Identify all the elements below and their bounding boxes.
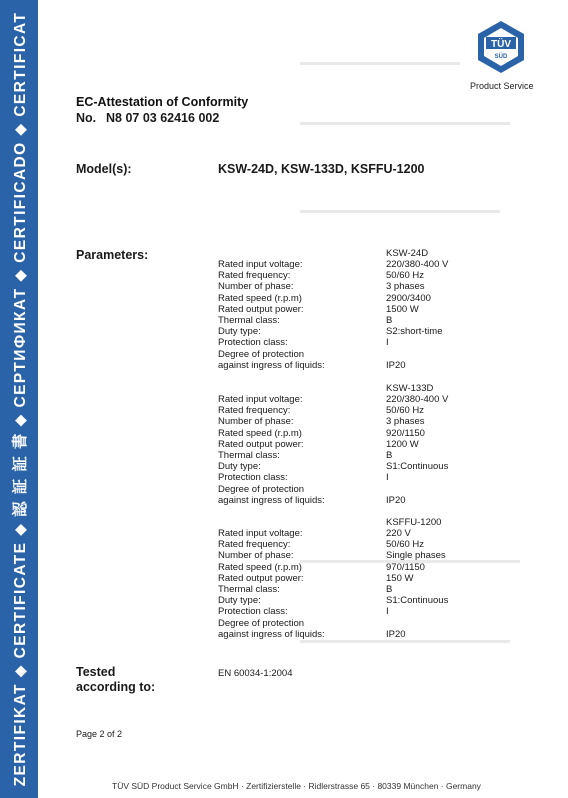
parameter-row <box>218 606 518 617</box>
parameter-row <box>218 573 518 584</box>
watermark-line <box>300 62 460 65</box>
parameter-row <box>218 394 518 405</box>
parameter-name: Degree of protection <box>218 483 305 495</box>
parameter-value: 50/60 Hz <box>386 405 425 417</box>
models-label: Model(s): <box>76 162 132 176</box>
parameter-name: Rated speed (r.p.m) <box>218 427 302 439</box>
parameter-value: S1:Continuous <box>386 461 449 473</box>
logo-subtext: SÜD <box>494 54 508 60</box>
parameter-row <box>218 293 518 304</box>
parameter-row <box>218 270 518 281</box>
parameter-value: I <box>386 606 389 618</box>
parameter-value: B <box>386 584 393 595</box>
parameter-value: S2:short-time <box>386 326 443 338</box>
watermark-line <box>300 210 500 213</box>
parameter-row <box>218 618 518 629</box>
parameter-group-model: KSFFU-1200 <box>386 517 442 528</box>
document-title: EC-Attestation of Conformity <box>76 95 249 109</box>
parameter-row <box>218 562 518 573</box>
parameter-value: IP20 <box>386 494 406 506</box>
parameter-row <box>218 595 518 606</box>
parameter-name: Rated output power: <box>218 303 304 315</box>
product-service-label: Product Service <box>470 81 534 91</box>
parameter-name: Number of phase: <box>218 416 294 428</box>
parameter-row <box>218 326 518 337</box>
parameter-row <box>218 349 518 360</box>
parameter-name: Rated input voltage: <box>218 528 303 539</box>
watermark-line <box>300 640 510 643</box>
parameter-name: Protection class: <box>218 337 288 349</box>
watermark-line <box>300 122 510 125</box>
parameter-row <box>218 405 518 416</box>
parameter-value: 50/60 Hz <box>386 270 425 282</box>
side-banner-text: ZERTIFIKAT ◆ CERTIFICATE ◆ 認 証 証 書 ◆ СЕРТИФИКАТ ◆ CERTIFICADO ◆ CERTIFICAT <box>12 11 29 787</box>
parameter-name: Rated frequency: <box>218 405 291 417</box>
parameter-value: 1500 W <box>386 303 419 315</box>
parameter-row <box>218 539 518 550</box>
parameter-value: 920/1150 <box>386 427 425 439</box>
parameter-row <box>218 360 518 371</box>
parameter-value: IP20 <box>386 359 406 371</box>
parameter-name: Rated speed (r.p.m) <box>218 292 302 304</box>
parameter-name: Thermal class: <box>218 450 280 461</box>
footer-address: TÜV SÜD Product Service GmbH · Zertifizierstelle · Ridlerstrasse 65 · 80339 München · Germany <box>112 781 481 791</box>
parameter-name: Duty type: <box>218 461 261 473</box>
parameter-value: 1200 W <box>386 438 419 450</box>
parameter-name: Rated speed (r.p.m) <box>218 561 302 573</box>
parameter-name: Rated frequency: <box>218 270 291 282</box>
parameter-value: B <box>386 315 393 326</box>
parameter-value: 220 V <box>386 528 411 539</box>
certificate-side-banner <box>0 0 38 798</box>
parameter-value: 150 W <box>386 572 414 584</box>
parameter-row <box>218 428 518 439</box>
parameter-name: Rated output power: <box>218 438 304 450</box>
parameter-name: Rated input voltage: <box>218 394 303 405</box>
parameter-row <box>218 472 518 483</box>
parameter-name: Thermal class: <box>218 584 280 595</box>
parameter-row <box>218 450 518 461</box>
parameter-row <box>218 484 518 495</box>
parameters-label: Parameters: <box>76 248 149 262</box>
parameter-name: Number of phase: <box>218 281 294 293</box>
parameter-row <box>218 584 518 595</box>
tested-label-line2: according to: <box>76 680 156 694</box>
parameter-value: I <box>386 472 389 484</box>
parameter-name: against ingress of liquids: <box>218 359 325 371</box>
parameter-name: Protection class: <box>218 472 288 484</box>
parameter-row <box>218 304 518 315</box>
parameter-name: Thermal class: <box>218 315 280 326</box>
parameter-row <box>218 337 518 348</box>
parameter-row <box>218 461 518 472</box>
parameter-value: B <box>386 450 393 461</box>
parameter-group-model: KSW-133D <box>386 383 434 394</box>
parameter-value: 50/60 Hz <box>386 539 425 551</box>
parameter-value: S1:Continuous <box>386 595 449 607</box>
tuv-sud-logo-icon <box>474 20 528 74</box>
parameter-name: Rated frequency: <box>218 539 291 551</box>
parameter-value: 970/1150 <box>386 561 425 573</box>
parameter-name: Rated input voltage: <box>218 259 303 270</box>
parameter-row <box>218 528 518 539</box>
parameter-row <box>218 629 518 640</box>
parameter-name: against ingress of liquids: <box>218 628 325 640</box>
parameter-group-model: KSW-24D <box>386 248 429 259</box>
parameter-row <box>218 259 518 270</box>
page-number: Page 2 of 2 <box>76 729 123 739</box>
parameter-name: Number of phase: <box>218 550 294 562</box>
models-value: KSW-24D, KSW-133D, KSFFU-1200 <box>218 162 425 176</box>
parameter-value: 3 phases <box>386 416 425 428</box>
parameter-row <box>218 315 518 326</box>
parameter-name: Duty type: <box>218 326 261 338</box>
parameter-value: Single phases <box>386 550 446 562</box>
tested-label <box>76 665 155 695</box>
certificate-number: N8 07 03 62416 002 <box>106 111 220 125</box>
certificate-number-label: No. <box>76 111 97 125</box>
parameter-name: Duty type: <box>218 595 261 607</box>
parameter-value: 3 phases <box>386 281 425 293</box>
parameter-value: IP20 <box>386 628 406 640</box>
parameter-row <box>218 416 518 427</box>
parameter-row <box>218 495 518 506</box>
parameter-value: 220/380-400 V <box>386 394 449 405</box>
tested-label-line1: Tested <box>76 665 116 679</box>
logo-text: TÜV <box>491 39 511 50</box>
tested-standard: EN 60034-1:2004 <box>218 668 293 679</box>
parameter-row <box>218 439 518 450</box>
parameter-value: I <box>386 337 389 349</box>
parameter-value: 220/380-400 V <box>386 259 449 270</box>
parameter-name: Degree of protection <box>218 617 305 629</box>
parameter-row <box>218 550 518 561</box>
parameter-row <box>218 281 518 292</box>
parameter-name: Degree of protection <box>218 348 305 360</box>
parameter-name: Protection class: <box>218 606 288 618</box>
parameter-value: 2900/3400 <box>386 292 431 304</box>
parameter-name: Rated output power: <box>218 572 304 584</box>
parameter-name: against ingress of liquids: <box>218 494 325 506</box>
